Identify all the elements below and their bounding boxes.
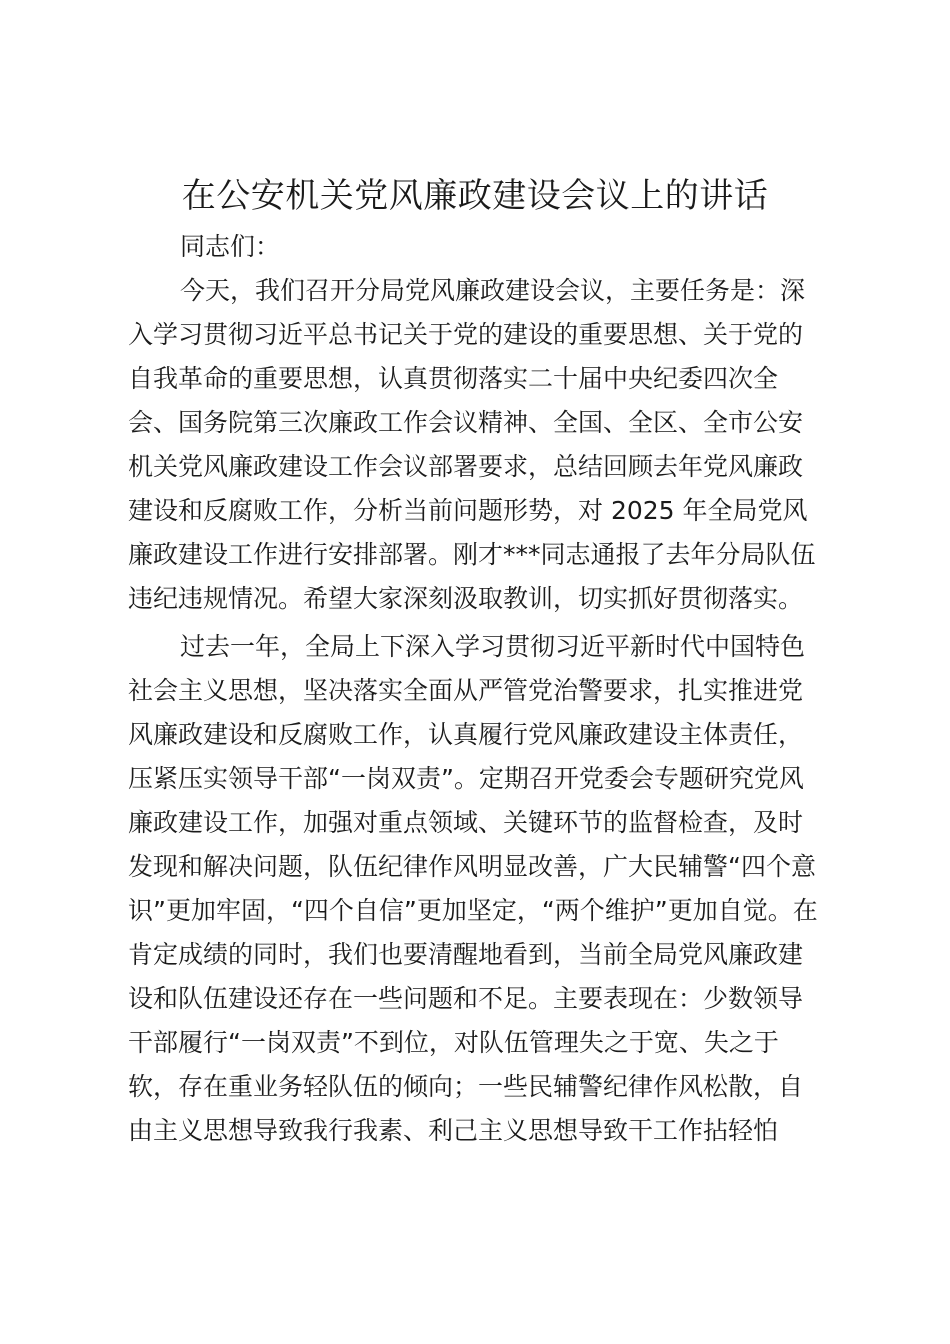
paragraph-1-line-7: 廉政建设工作进行安排部署。刚才***同志通报了去年分局队伍: [128, 540, 816, 569]
paragraph-1-line-4: 会、国务院第三次廉政工作会议精神、全国、全区、全市公安: [128, 408, 804, 437]
paragraph-2-line-7: 识”更加牢固，“四个自信”更加坚定，“两个维护”更加自觉。在: [128, 896, 818, 925]
paragraph-1-line-1: 今天，我们召开分局党风廉政建设会议，主要任务是：深: [180, 276, 806, 305]
paragraph-2-line-10: 干部履行“一岗双责”不到位，对队伍管理失之于宽、失之于: [128, 1028, 779, 1057]
paragraph-2-line-1: 过去一年，全局上下深入学习贯彻习近平新时代中国特色: [180, 632, 806, 661]
paragraph-2-line-3: 风廉政建设和反腐败工作，认真履行党风廉政建设主体责任，: [128, 720, 804, 749]
paragraph-2-line-9: 设和队伍建设还存在一些问题和不足。主要表现在：少数领导: [128, 984, 804, 1013]
paragraph-2-line-4: 压紧压实领导干部“一岗双责”。定期召开党委会专题研究党风: [128, 764, 804, 793]
paragraph-1-line-6: 建设和反腐败工作，分析当前问题形势，对 2025 年全局党风: [128, 496, 808, 525]
paragraph-2-line-12: 由主义思想导致我行我素、利己主义思想导致干工作拈轻怕: [128, 1116, 779, 1145]
paragraph-1-line-8: 违纪违规情况。希望大家深刻汲取教训，切实抓好贯彻落实。: [128, 584, 804, 613]
paragraph-2-line-2: 社会主义思想，坚决落实全面从严管党治警要求，扎实推进党: [128, 676, 804, 705]
paragraph-2-line-6: 发现和解决问题，队伍纪律作风明显改善，广大民辅警“四个意: [128, 852, 816, 881]
document-title: 在公安机关党风廉政建设会议上的讲话: [181, 176, 769, 216]
paragraph-2-line-8: 肯定成绩的同时，我们也要清醒地看到，当前全局党风廉政建: [128, 940, 804, 969]
salutation: 同志们：: [180, 232, 281, 261]
paragraph-1-line-2: 入学习贯彻习近平总书记关于党的建设的重要思想、关于党的: [128, 320, 804, 349]
paragraph-1-line-3: 自我革命的重要思想，认真贯彻落实二十届中央纪委四次全: [128, 364, 779, 393]
paragraph-2-line-11: 软，存在重业务轻队伍的倾向；一些民辅警纪律作风松散，自: [128, 1072, 804, 1101]
paragraph-1-line-5: 机关党风廉政建设工作会议部署要求，总结回顾去年党风廉政: [128, 452, 804, 481]
paragraph-2-line-5: 廉政建设工作，加强对重点领域、关键环节的监督检查，及时: [128, 808, 804, 837]
